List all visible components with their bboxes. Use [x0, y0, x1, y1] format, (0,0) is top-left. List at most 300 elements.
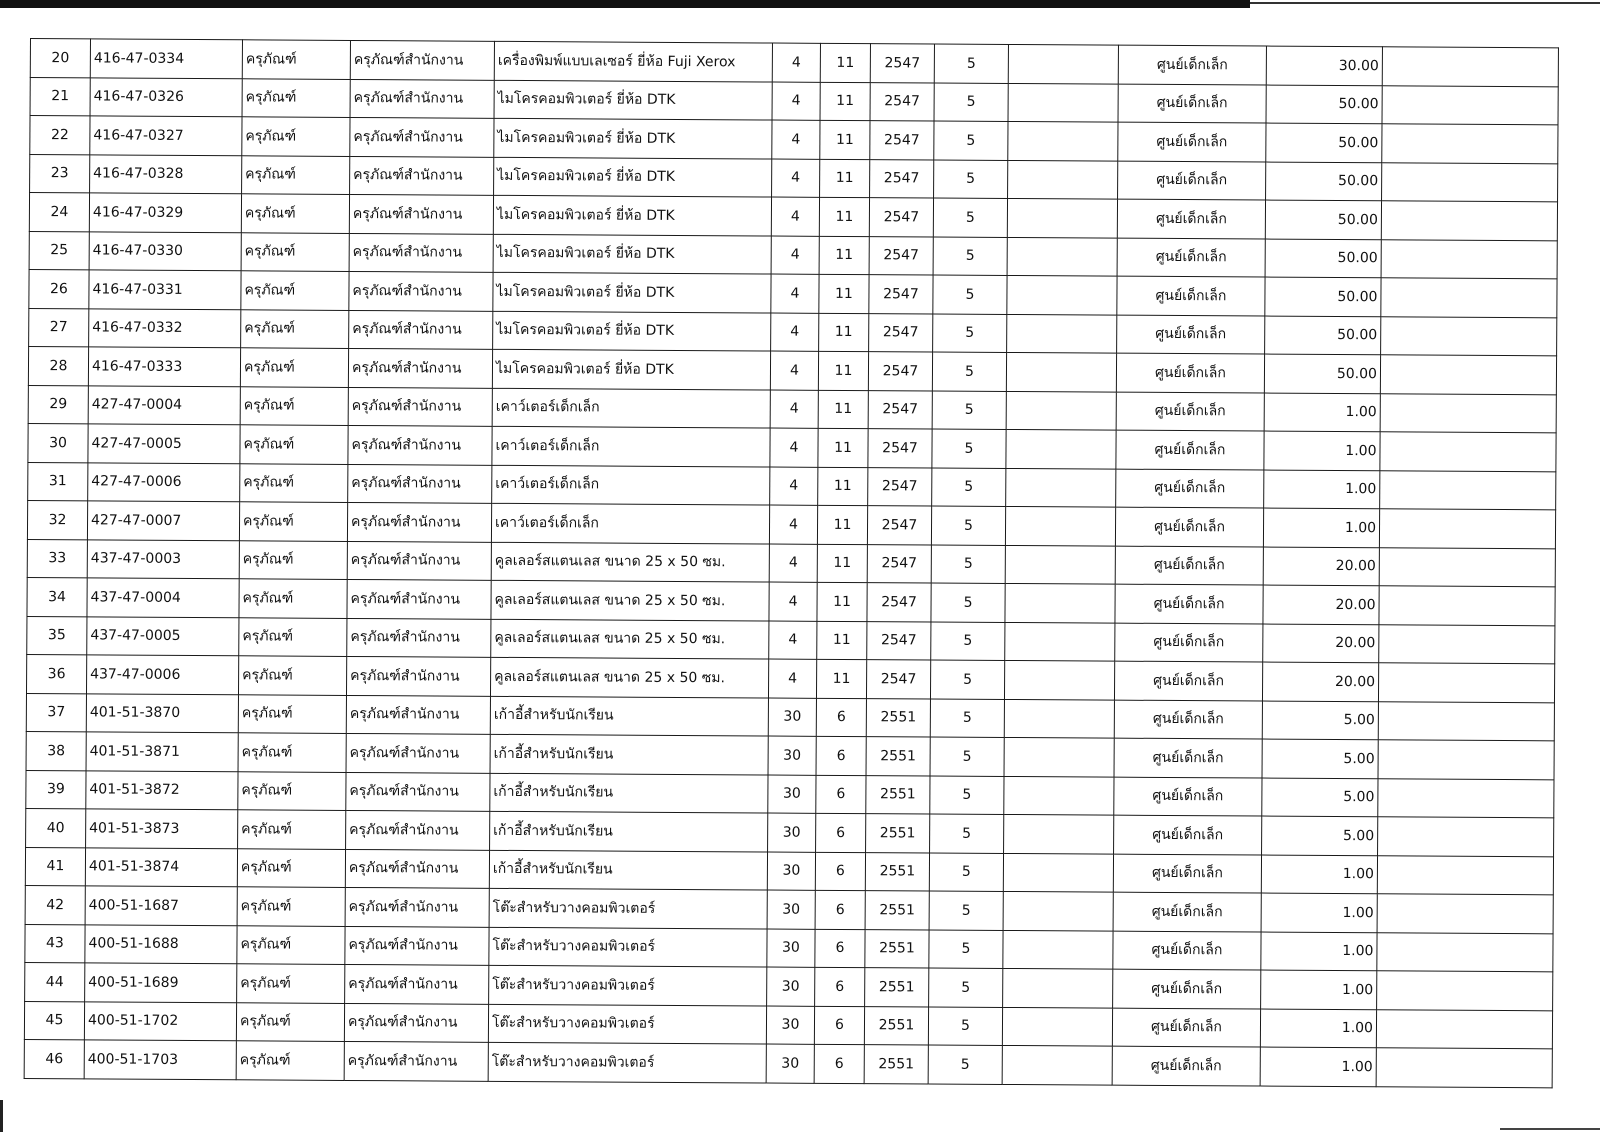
price-cell: 20.00 — [1263, 585, 1379, 624]
empty-cell — [1008, 83, 1118, 122]
useful-life-cell: 5 — [930, 814, 1004, 853]
top-scan-border — [0, 0, 1250, 8]
location-cell: ศูนย์เด็กเล็ก — [1115, 507, 1263, 546]
asset-code-cell: 400-51-1702 — [84, 1001, 236, 1040]
acquired-year-cell: 2547 — [867, 583, 931, 622]
item-number-cell: 46 — [24, 1039, 84, 1078]
asset-description-cell: ไมโครคอมพิวเตอร์ ยี่ห้อ DTK — [492, 349, 770, 389]
acquired-year-cell: 2551 — [866, 698, 930, 737]
useful-life-cell: 5 — [931, 622, 1005, 661]
item-number-cell: 42 — [25, 885, 85, 924]
acquired-month-cell: 11 — [819, 236, 869, 275]
asset-description-cell: โต๊ะสำหรับวางคอมพิวเตอร์ — [489, 888, 767, 928]
asset-code-cell: 437-47-0006 — [86, 655, 238, 694]
asset-category-cell: ครุภัณฑ์สำนักงาน — [346, 810, 490, 849]
asset-code-cell: 401-51-3873 — [86, 809, 238, 848]
acquired-year-cell: 2547 — [868, 390, 932, 429]
asset-type-cell: ครุภัณฑ์ — [242, 78, 350, 117]
asset-code-cell: 416-47-0334 — [90, 39, 242, 78]
useful-life-cell: 5 — [931, 545, 1005, 584]
asset-description-cell: ไมโครคอมพิวเตอร์ ยี่ห้อ DTK — [494, 118, 772, 158]
location-cell: ศูนย์เด็กเล็ก — [1114, 777, 1262, 816]
empty-cell — [1003, 891, 1113, 930]
item-number-cell: 44 — [25, 962, 85, 1001]
asset-type-cell: ครุภัณฑ์ — [242, 155, 350, 194]
acquired-day-cell: 4 — [770, 390, 818, 429]
acquired-day-cell: 4 — [772, 82, 820, 121]
asset-code-cell: 437-47-0004 — [87, 578, 239, 617]
top-scan-border-thin — [1250, 2, 1600, 4]
asset-category-cell: ครุภัณฑ์สำนักงาน — [350, 79, 494, 118]
empty-cell — [1007, 275, 1117, 314]
price-cell: 1.00 — [1260, 1009, 1376, 1048]
location-cell: ศูนย์เด็กเล็ก — [1116, 353, 1264, 392]
location-cell: ศูนย์เด็กเล็ก — [1115, 623, 1263, 662]
asset-description-cell: โต๊ะสำหรับวางคอมพิวเตอร์ — [488, 1004, 766, 1044]
acquired-year-cell: 2551 — [866, 814, 930, 853]
acquired-day-cell: 30 — [767, 890, 815, 929]
asset-code-cell: 416-47-0333 — [88, 347, 240, 386]
asset-category-cell: ครุภัณฑ์สำนักงาน — [350, 117, 494, 156]
useful-life-cell: 5 — [934, 160, 1008, 199]
table-row — [24, 1039, 1552, 1087]
item-number-cell: 29 — [28, 385, 88, 424]
acquired-month-cell: 11 — [819, 197, 869, 236]
acquired-year-cell: 2547 — [870, 159, 934, 198]
useful-life-cell: 5 — [932, 352, 1006, 391]
asset-code-cell: 400-51-1703 — [84, 1040, 236, 1079]
asset-description-cell: เครื่องพิมพ์แบบเลเซอร์ ยี่ห้อ Fuji Xerox — [494, 41, 772, 81]
asset-code-cell: 416-47-0327 — [90, 116, 242, 155]
asset-type-cell: ครุภัณฑ์ — [236, 1002, 344, 1041]
asset-description-cell: โต๊ะสำหรับวางคอมพิวเตอร์ — [489, 965, 767, 1005]
empty-cell — [1006, 352, 1116, 391]
asset-code-cell: 401-51-3870 — [86, 693, 238, 732]
asset-category-cell: ครุภัณฑ์สำนักงาน — [349, 310, 493, 349]
asset-type-cell: ครุภัณฑ์ — [239, 502, 347, 541]
remark-cell — [1377, 932, 1553, 972]
location-cell: ศูนย์เด็กเล็ก — [1114, 700, 1262, 739]
useful-life-cell: 5 — [933, 314, 1007, 353]
asset-type-cell: ครุภัณฑ์ — [240, 348, 348, 387]
useful-life-cell: 5 — [932, 391, 1006, 430]
empty-cell — [1006, 429, 1116, 468]
empty-cell — [1004, 660, 1114, 699]
asset-register-body — [24, 39, 1558, 1088]
location-cell: ศูนย์เด็กเล็ก — [1116, 430, 1264, 469]
acquired-day-cell: 4 — [771, 274, 819, 313]
location-cell: ศูนย์เด็กเล็ก — [1116, 392, 1264, 431]
location-cell: ศูนย์เด็กเล็ก — [1118, 161, 1266, 200]
asset-category-cell: ครุภัณฑ์สำนักงาน — [348, 464, 492, 503]
asset-type-cell: ครุภัณฑ์ — [239, 617, 347, 656]
price-cell: 20.00 — [1262, 662, 1378, 701]
empty-cell — [1007, 314, 1117, 353]
remark-cell — [1379, 586, 1555, 626]
location-cell: ศูนย์เด็กเล็ก — [1114, 815, 1262, 854]
useful-life-cell: 5 — [934, 121, 1008, 160]
price-cell: 50.00 — [1266, 123, 1382, 162]
asset-type-cell: ครุภัณฑ์ — [238, 810, 346, 849]
asset-code-cell: 400-51-1689 — [85, 963, 237, 1002]
useful-life-cell: 5 — [930, 699, 1004, 738]
asset-code-cell: 401-51-3872 — [86, 770, 238, 809]
asset-category-cell: ครุภัณฑ์สำนักงาน — [345, 964, 489, 1003]
empty-cell — [1004, 737, 1114, 776]
asset-type-cell: ครุภัณฑ์ — [241, 194, 349, 233]
asset-category-cell: ครุภัณฑ์สำนักงาน — [347, 579, 491, 618]
asset-description-cell: คูลเลอร์สแตนเลส ขนาด 25 x 50 ซม. — [491, 580, 769, 620]
asset-category-cell: ครุภัณฑ์สำนักงาน — [349, 271, 493, 310]
acquired-year-cell: 2551 — [865, 891, 929, 930]
useful-life-cell: 5 — [928, 1045, 1002, 1084]
remark-cell — [1382, 162, 1558, 202]
remark-cell — [1378, 778, 1554, 818]
acquired-year-cell: 2551 — [864, 1006, 928, 1045]
asset-category-cell: ครุภัณฑ์สำนักงาน — [349, 194, 493, 233]
empty-cell — [1004, 776, 1114, 815]
acquired-month-cell: 11 — [818, 351, 868, 390]
asset-description-cell: โต๊ะสำหรับวางคอมพิวเตอร์ — [489, 927, 767, 967]
price-cell: 20.00 — [1263, 624, 1379, 663]
remark-cell — [1379, 547, 1555, 587]
acquired-month-cell: 11 — [820, 43, 870, 82]
price-cell: 1.00 — [1264, 431, 1380, 470]
empty-cell — [1006, 391, 1116, 430]
asset-code-cell: 416-47-0326 — [90, 77, 242, 116]
price-cell: 5.00 — [1262, 701, 1378, 740]
asset-category-cell: ครุภัณฑ์สำนักงาน — [349, 233, 493, 272]
item-number-cell: 31 — [28, 462, 88, 501]
remark-cell — [1380, 432, 1556, 472]
item-number-cell: 38 — [26, 731, 86, 770]
acquired-year-cell: 2547 — [868, 429, 932, 468]
item-number-cell: 27 — [29, 308, 89, 347]
asset-code-cell: 416-47-0332 — [89, 308, 241, 347]
acquired-year-cell: 2547 — [870, 44, 934, 83]
acquired-month-cell: 6 — [816, 813, 866, 852]
remark-cell — [1379, 509, 1555, 549]
empty-cell — [1003, 853, 1113, 892]
asset-description-cell: เก้าอี้สำหรับนักเรียน — [490, 734, 768, 774]
acquired-day-cell: 4 — [769, 621, 817, 660]
asset-code-cell: 416-47-0329 — [89, 193, 241, 232]
item-number-cell: 21 — [30, 77, 90, 116]
acquired-year-cell: 2551 — [865, 968, 929, 1007]
asset-category-cell: ครุภัณฑ์สำนักงาน — [350, 156, 494, 195]
empty-cell — [1005, 622, 1115, 661]
asset-category-cell: ครุภัณฑ์สำนักงาน — [347, 541, 491, 580]
useful-life-cell: 5 — [930, 660, 1004, 699]
item-number-cell: 23 — [30, 154, 90, 193]
asset-description-cell: เก้าอี้สำหรับนักเรียน — [490, 696, 768, 736]
empty-cell — [1006, 468, 1116, 507]
acquired-year-cell: 2547 — [866, 660, 930, 699]
acquired-day-cell: 30 — [768, 775, 816, 814]
location-cell: ศูนย์เด็กเล็ก — [1115, 584, 1263, 623]
useful-life-cell: 5 — [932, 468, 1006, 507]
item-number-cell: 45 — [24, 1001, 84, 1040]
price-cell: 1.00 — [1264, 470, 1380, 509]
location-cell: ศูนย์เด็กเล็ก — [1116, 469, 1264, 508]
asset-type-cell: ครุภัณฑ์ — [237, 887, 345, 926]
location-cell: ศูนย์เด็กเล็ก — [1112, 1008, 1260, 1047]
acquired-day-cell: 30 — [767, 852, 815, 891]
remark-cell — [1381, 201, 1557, 241]
asset-code-cell: 400-51-1688 — [85, 924, 237, 963]
acquired-day-cell: 4 — [769, 582, 817, 621]
acquired-month-cell: 11 — [817, 544, 867, 583]
empty-cell — [1005, 583, 1115, 622]
acquired-month-cell: 6 — [816, 698, 866, 737]
acquired-month-cell: 11 — [819, 313, 869, 352]
acquired-month-cell: 11 — [816, 659, 866, 698]
asset-description-cell: ไมโครคอมพิวเตอร์ ยี่ห้อ DTK — [493, 195, 771, 235]
empty-cell — [1004, 814, 1114, 853]
location-cell: ศูนย์เด็กเล็ก — [1112, 1046, 1260, 1085]
asset-code-cell: 427-47-0006 — [88, 462, 240, 501]
remark-cell — [1378, 663, 1554, 703]
asset-category-cell: ครุภัณฑ์สำนักงาน — [345, 926, 489, 965]
acquired-year-cell: 2551 — [864, 1045, 928, 1084]
asset-category-cell: ครุภัณฑ์สำนักงาน — [344, 1041, 488, 1080]
useful-life-cell: 5 — [930, 737, 1004, 776]
price-cell: 1.00 — [1263, 508, 1379, 547]
empty-cell — [1002, 1007, 1112, 1046]
remark-cell — [1381, 239, 1557, 279]
asset-type-cell: ครุภัณฑ์ — [238, 771, 346, 810]
acquired-day-cell: 4 — [770, 428, 818, 467]
empty-cell — [1005, 506, 1115, 545]
remark-cell — [1381, 316, 1557, 356]
asset-category-cell: ครุภัณฑ์สำนักงาน — [348, 348, 492, 387]
price-cell: 50.00 — [1265, 200, 1381, 239]
price-cell: 1.00 — [1261, 893, 1377, 932]
acquired-day-cell: 30 — [767, 929, 815, 968]
remark-cell — [1377, 855, 1553, 895]
asset-category-cell: ครุภัณฑ์สำนักงาน — [348, 425, 492, 464]
item-number-cell: 25 — [29, 231, 89, 270]
acquired-month-cell: 6 — [815, 929, 865, 968]
asset-code-cell: 427-47-0007 — [87, 501, 239, 540]
asset-type-cell: ครุภัณฑ์ — [239, 540, 347, 579]
useful-life-cell: 5 — [933, 237, 1007, 276]
acquired-year-cell: 2547 — [869, 275, 933, 314]
empty-cell — [1003, 968, 1113, 1007]
acquired-day-cell: 4 — [768, 659, 816, 698]
acquired-day-cell: 30 — [766, 1044, 814, 1083]
acquired-month-cell: 11 — [820, 159, 870, 198]
item-number-cell: 35 — [27, 616, 87, 655]
acquired-year-cell: 2547 — [867, 621, 931, 660]
acquired-year-cell: 2551 — [866, 775, 930, 814]
remark-cell — [1376, 1048, 1552, 1088]
asset-category-cell: ครุภัณฑ์สำนักงาน — [347, 502, 491, 541]
item-number-cell: 30 — [28, 423, 88, 462]
acquired-year-cell: 2547 — [867, 544, 931, 583]
asset-description-cell: เก้าอี้สำหรับนักเรียน — [490, 811, 768, 851]
asset-description-cell: คูลเลอร์สแตนเลส ขนาด 25 x 50 ซม. — [490, 657, 768, 697]
asset-code-cell: 416-47-0328 — [90, 154, 242, 193]
acquired-year-cell: 2551 — [866, 737, 930, 776]
price-cell: 50.00 — [1265, 239, 1381, 278]
acquired-month-cell: 11 — [818, 428, 868, 467]
left-scan-mark — [0, 1100, 3, 1132]
price-cell: 1.00 — [1264, 393, 1380, 432]
acquired-day-cell: 4 — [772, 43, 820, 82]
acquired-year-cell: 2547 — [870, 121, 934, 160]
location-cell: ศูนย์เด็กเล็ก — [1114, 738, 1262, 777]
asset-type-cell: ครุภัณฑ์ — [242, 40, 350, 79]
asset-description-cell: เคาว์เตอร์เด็กเล็ก — [491, 503, 769, 543]
location-cell: ศูนย์เด็กเล็ก — [1117, 238, 1265, 277]
item-number-cell: 34 — [27, 577, 87, 616]
acquired-day-cell: 4 — [772, 159, 820, 198]
acquired-day-cell: 30 — [768, 698, 816, 737]
acquired-year-cell: 2551 — [865, 852, 929, 891]
price-cell: 1.00 — [1260, 1047, 1376, 1086]
location-cell: ศูนย์เด็กเล็ก — [1118, 45, 1266, 84]
price-cell: 50.00 — [1266, 85, 1382, 124]
asset-register-sheet — [24, 38, 1558, 1088]
asset-code-cell: 401-51-3874 — [85, 847, 237, 886]
asset-code-cell: 401-51-3871 — [86, 732, 238, 771]
remark-cell — [1380, 393, 1556, 433]
useful-life-cell: 5 — [934, 83, 1008, 122]
acquired-month-cell: 11 — [817, 582, 867, 621]
remark-cell — [1379, 624, 1555, 664]
item-number-cell: 32 — [27, 500, 87, 539]
asset-type-cell: ครุภัณฑ์ — [237, 848, 345, 887]
bottom-scan-mark — [1500, 1128, 1600, 1130]
asset-category-cell: ครุภัณฑ์สำนักงาน — [344, 1003, 488, 1042]
acquired-day-cell: 30 — [768, 813, 816, 852]
acquired-day-cell: 4 — [769, 544, 817, 583]
asset-description-cell: เคาว์เตอร์เด็กเล็ก — [492, 388, 770, 428]
asset-description-cell: เคาว์เตอร์เด็กเล็ก — [492, 465, 770, 505]
acquired-month-cell: 6 — [816, 736, 866, 775]
remark-cell — [1378, 817, 1554, 857]
item-number-cell: 37 — [26, 693, 86, 732]
useful-life-cell: 5 — [929, 930, 1003, 969]
asset-description-cell: โต๊ะสำหรับวางคอมพิวเตอร์ — [488, 1042, 766, 1082]
empty-cell — [1008, 121, 1118, 160]
asset-category-cell: ครุภัณฑ์สำนักงาน — [350, 40, 494, 79]
acquired-day-cell: 30 — [767, 967, 815, 1006]
asset-type-cell: ครุภัณฑ์ — [241, 271, 349, 310]
asset-type-cell: ครุภัณฑ์ — [241, 232, 349, 271]
useful-life-cell: 5 — [928, 1007, 1002, 1046]
price-cell: 5.00 — [1262, 739, 1378, 778]
remark-cell — [1376, 1009, 1552, 1049]
asset-category-cell: ครุภัณฑ์สำนักงาน — [346, 695, 490, 734]
asset-type-cell: ครุภัณฑ์ — [240, 386, 348, 425]
item-number-cell: 43 — [25, 924, 85, 963]
asset-type-cell: ครุภัณฑ์ — [238, 733, 346, 772]
price-cell: 50.00 — [1266, 162, 1382, 201]
acquired-month-cell: 11 — [820, 120, 870, 159]
useful-life-cell: 5 — [934, 44, 1008, 83]
asset-type-cell: ครุภัณฑ์ — [242, 117, 350, 156]
asset-description-cell: ไมโครคอมพิวเตอร์ ยี่ห้อ DTK — [494, 157, 772, 197]
asset-category-cell: ครุภัณฑ์สำนักงาน — [346, 772, 490, 811]
remark-cell — [1382, 85, 1558, 125]
asset-type-cell: ครุภัณฑ์ — [240, 463, 348, 502]
acquired-month-cell: 6 — [814, 1044, 864, 1083]
asset-type-cell: ครุภัณฑ์ — [238, 694, 346, 733]
location-cell: ศูนย์เด็กเล็ก — [1113, 969, 1261, 1008]
asset-register-table — [24, 38, 1559, 1088]
remark-cell — [1378, 701, 1554, 741]
empty-cell — [1002, 1045, 1112, 1084]
item-number-cell: 41 — [25, 847, 85, 886]
acquired-day-cell: 4 — [772, 120, 820, 159]
acquired-month-cell: 6 — [815, 967, 865, 1006]
acquired-month-cell: 11 — [820, 82, 870, 121]
asset-type-cell: ครุภัณฑ์ — [240, 425, 348, 464]
acquired-year-cell: 2547 — [869, 198, 933, 237]
acquired-day-cell: 4 — [771, 197, 819, 236]
asset-type-cell: ครุภัณฑ์ — [239, 579, 347, 618]
acquired-month-cell: 11 — [819, 274, 869, 313]
asset-type-cell: ครุภัณฑ์ — [238, 656, 346, 695]
empty-cell — [1003, 930, 1113, 969]
price-cell: 50.00 — [1265, 277, 1381, 316]
asset-description-cell: ไมโครคอมพิวเตอร์ ยี่ห้อ DTK — [494, 80, 772, 120]
remark-cell — [1377, 894, 1553, 934]
remark-cell — [1380, 355, 1556, 395]
asset-description-cell: คูลเลอร์สแตนเลส ขนาด 25 x 50 ซม. — [491, 542, 769, 582]
item-number-cell: 28 — [28, 346, 88, 385]
price-cell: 1.00 — [1261, 932, 1377, 971]
item-number-cell: 33 — [27, 539, 87, 578]
acquired-year-cell: 2547 — [867, 506, 931, 545]
asset-category-cell: ครุภัณฑ์สำนักงาน — [347, 618, 491, 657]
acquired-day-cell: 4 — [770, 467, 818, 506]
price-cell: 30.00 — [1266, 46, 1382, 85]
asset-type-cell: ครุภัณฑ์ — [237, 925, 345, 964]
acquired-month-cell: 6 — [814, 1006, 864, 1045]
acquired-month-cell: 11 — [818, 390, 868, 429]
acquired-year-cell: 2547 — [869, 313, 933, 352]
acquired-day-cell: 4 — [771, 236, 819, 275]
price-cell: 20.00 — [1263, 547, 1379, 586]
empty-cell — [1008, 160, 1118, 199]
acquired-month-cell: 6 — [815, 890, 865, 929]
remark-cell — [1381, 278, 1557, 318]
empty-cell — [1007, 237, 1117, 276]
asset-description-cell: ไมโครคอมพิวเตอร์ ยี่ห้อ DTK — [493, 272, 771, 312]
acquired-day-cell: 4 — [769, 505, 817, 544]
location-cell: ศูนย์เด็กเล็ก — [1113, 854, 1261, 893]
asset-category-cell: ครุภัณฑ์สำนักงาน — [348, 387, 492, 426]
asset-description-cell: เคาว์เตอร์เด็กเล็ก — [492, 426, 770, 466]
asset-type-cell: ครุภัณฑ์ — [241, 309, 349, 348]
remark-cell — [1382, 124, 1558, 164]
asset-category-cell: ครุภัณฑ์สำนักงาน — [345, 887, 489, 926]
asset-description-cell: คูลเลอร์สแตนเลส ขนาด 25 x 50 ซม. — [491, 619, 769, 659]
useful-life-cell: 5 — [930, 776, 1004, 815]
empty-cell — [1008, 44, 1118, 83]
acquired-month-cell: 6 — [815, 852, 865, 891]
location-cell: ศูนย์เด็กเล็ก — [1113, 931, 1261, 970]
asset-category-cell: ครุภัณฑ์สำนักงาน — [345, 849, 489, 888]
location-cell: ศูนย์เด็กเล็ก — [1117, 315, 1265, 354]
price-cell: 5.00 — [1262, 816, 1378, 855]
acquired-month-cell: 11 — [817, 505, 867, 544]
item-number-cell: 24 — [29, 193, 89, 232]
acquired-month-cell: 6 — [816, 775, 866, 814]
